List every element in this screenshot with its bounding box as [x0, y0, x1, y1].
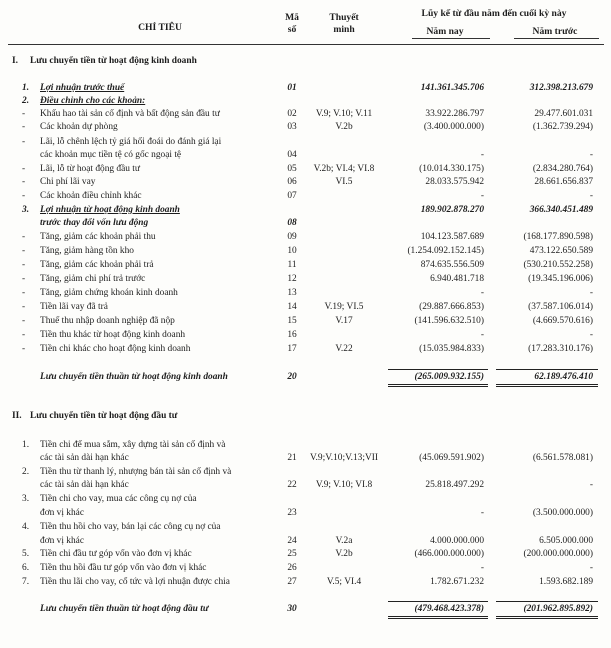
- row-label: các tài sản dài hạn khác: [40, 453, 129, 463]
- row-label: Tiền thu khác từ hoạt động kinh doanh: [40, 330, 186, 340]
- row-code: 01: [287, 83, 297, 93]
- header-luy-ke: Lũy kế từ đầu năm đến cuối kỳ này: [421, 8, 567, 19]
- row-code: 02: [287, 109, 297, 119]
- row-code: 25: [287, 549, 297, 559]
- row-label: Tăng, giảm chi phí trả trước: [40, 274, 146, 284]
- row-note: V.5; VI.4: [326, 577, 362, 587]
- row-current-year: (10.014.330.175): [419, 164, 484, 174]
- row-code: 27: [287, 577, 297, 587]
- row-current-year: 4.000.000.000: [430, 536, 484, 546]
- row-number: -: [22, 330, 26, 340]
- header-bottom-rule: [8, 44, 604, 45]
- row-label: Tăng, giảm chứng khoán kinh doanh: [40, 288, 178, 298]
- row-label: Tiền thu hồi cho vay, bán lại các công cụ nợ của: [40, 522, 221, 532]
- row-label: các tài sản dài hạn khác: [40, 480, 129, 490]
- row-number: -: [22, 302, 26, 312]
- row-number: I.: [12, 56, 18, 66]
- row-previous-year: -: [589, 288, 593, 298]
- row-current-year: (29.887.666.853): [419, 302, 484, 312]
- total-underline-current: [388, 601, 488, 619]
- row-label: Tiền chi để mua sắm, xây dựng tài sản cố định và: [40, 440, 226, 450]
- row-current-year: (1.254.092.152.145): [407, 246, 484, 256]
- row-code: 10: [287, 246, 297, 256]
- row-number: 7.: [22, 577, 30, 587]
- row-note: V.17: [335, 316, 353, 326]
- row-code: 05: [287, 164, 297, 174]
- row-previous-year: (2.834.280.764): [532, 164, 593, 174]
- row-number: 5.: [22, 549, 30, 559]
- row-code: 20: [287, 372, 297, 382]
- row-number: -: [22, 232, 26, 242]
- row-current-year: 6.940.481.718: [430, 274, 484, 284]
- row-previous-year: (19.345.196.006): [528, 274, 593, 284]
- header-thuyet-minh-line1: Thuyết: [329, 12, 359, 23]
- row-note: V.9; V.10; V.11: [315, 109, 373, 119]
- row-code: 07: [287, 191, 297, 201]
- row-label: Điều chỉnh cho các khoản:: [40, 96, 146, 106]
- row-number: -: [22, 164, 26, 174]
- row-previous-year: -: [589, 330, 593, 340]
- row-previous-year: (4.669.570.616): [532, 316, 593, 326]
- row-label: đơn vị khác: [40, 536, 85, 546]
- row-code: 26: [287, 563, 297, 573]
- header-rule-nam-truoc: [514, 38, 599, 39]
- row-previous-year: (17.283.310.176): [528, 344, 593, 354]
- row-current-year: 28.033.575.942: [425, 177, 484, 187]
- row-previous-year: 1.593.682.189: [539, 577, 593, 587]
- row-label: Tăng, giảm các khoản phải thu: [40, 232, 156, 242]
- row-number: -: [22, 122, 26, 132]
- row-number: 1.: [22, 83, 30, 93]
- row-number: 6.: [22, 563, 30, 573]
- total-underline-previous: [496, 369, 598, 387]
- row-label: Lưu chuyển tiền từ hoạt động kinh doanh: [30, 56, 197, 66]
- row-current-year: (479.468.423.378): [414, 604, 484, 614]
- row-note: V.2b; VI.4; VI.8: [313, 164, 375, 174]
- row-current-year: 25.818.497.292: [425, 480, 484, 490]
- row-number: 2.: [22, 96, 30, 106]
- row-label: Lãi, lỗ chênh lệch tỷ giá hối đoái do đánh giá lại: [40, 137, 222, 147]
- row-current-year: (466.000.000.000): [414, 549, 484, 559]
- row-code: 17: [287, 344, 297, 354]
- row-number: -: [22, 274, 26, 284]
- row-label: Chi phí lãi vay: [40, 177, 96, 187]
- row-code: 22: [287, 480, 297, 490]
- row-number: -: [22, 191, 26, 201]
- row-label: Lưu chuyển tiền thuần từ hoạt động đầu tư: [40, 604, 209, 614]
- row-previous-year: 62.189.476.410: [534, 372, 593, 382]
- row-label: Lưu chuyển tiền thuần từ hoạt động kinh doanh: [40, 372, 228, 382]
- row-previous-year: (37.587.106.014): [528, 302, 593, 312]
- row-label: Tiền chi đầu tư góp vốn vào đơn vị khác: [40, 549, 192, 559]
- row-previous-year: -: [589, 191, 593, 201]
- row-previous-year: (168.177.890.598): [523, 232, 593, 242]
- row-code: 30: [287, 604, 297, 614]
- total-underline-current: [388, 369, 488, 387]
- header-thuyet-minh: [312, 12, 376, 36]
- row-label: Khấu hao tài sản cố định và bất động sản đầu tư: [40, 109, 220, 119]
- header-ma-so: [277, 12, 307, 36]
- row-previous-year: 473.122.650.589: [529, 246, 593, 256]
- row-label: các khoản mục tiền tệ có gốc ngoại tệ: [40, 150, 182, 160]
- row-previous-year: -: [589, 563, 593, 573]
- row-label: Tăng, giảm hàng tồn kho: [40, 246, 134, 256]
- row-code: 11: [287, 260, 297, 270]
- header-nam-truoc: Năm trước: [532, 26, 578, 37]
- row-label: Các khoản dự phòng: [40, 122, 118, 132]
- total-underline-previous: [496, 601, 598, 619]
- row-label: Lợi nhuận từ hoạt động kinh doanh: [40, 205, 180, 215]
- row-code: 06: [287, 177, 297, 187]
- row-previous-year: 29.477.601.031: [534, 109, 593, 119]
- header-ma-so-line2: số: [287, 24, 297, 35]
- row-previous-year: -: [589, 480, 593, 490]
- header-nam-nay: Năm nay: [426, 26, 464, 37]
- row-label: Lợi nhuận trước thuế: [40, 83, 125, 93]
- row-current-year: 874.635.556.509: [420, 260, 484, 270]
- header-thuyet-minh-line2: minh: [333, 24, 355, 35]
- row-number: -: [22, 316, 26, 326]
- row-previous-year: (3.500.000.000): [532, 508, 593, 518]
- row-number: -: [22, 288, 26, 298]
- row-number: -: [22, 260, 26, 270]
- row-label: Tiền chi cho vay, mua các công cụ nợ của: [40, 494, 197, 504]
- row-previous-year: (530.210.552.258): [523, 260, 593, 270]
- row-current-year: (141.596.632.510): [414, 316, 484, 326]
- row-number: 3.: [22, 205, 30, 215]
- row-code: 24: [287, 536, 297, 546]
- row-code: 21: [287, 453, 297, 463]
- row-code: 23: [287, 508, 297, 518]
- row-note: V.22: [335, 344, 353, 354]
- row-label: Lãi, lỗ từ hoạt động đầu tư: [40, 164, 140, 174]
- row-label: Tiền thu lãi cho vay, cổ tức và lợi nhuận được chia: [40, 577, 230, 587]
- row-label: Tiền thu từ thanh lý, nhượng bán tài sản cố định và: [40, 467, 232, 477]
- row-previous-year: 312.398.213.679: [529, 83, 593, 93]
- row-label: Tiền thu hồi đầu tư góp vốn vào đơn vị khác: [40, 563, 207, 573]
- row-current-year: (45.069.591.902): [419, 453, 484, 463]
- row-current-year: (265.009.932.155): [414, 372, 484, 382]
- row-previous-year: (200.000.000.000): [523, 549, 593, 559]
- header-chi-tieu: CHỈ TIÊU: [138, 22, 182, 33]
- row-note: VI.5: [335, 177, 353, 187]
- row-number: -: [22, 246, 26, 256]
- row-previous-year: -: [589, 150, 593, 160]
- row-previous-year: 6.505.000.000: [539, 536, 593, 546]
- row-label: Tiền lãi vay đã trả: [40, 302, 108, 312]
- row-label: Tiền chi khác cho hoạt động kinh doanh: [40, 344, 191, 354]
- row-note: V.9;V.10;V.13;VII: [310, 453, 378, 463]
- row-code: 09: [287, 232, 297, 242]
- row-number: 4.: [22, 522, 30, 532]
- row-code: 08: [287, 218, 297, 228]
- row-current-year: -: [480, 288, 484, 298]
- row-number: -: [22, 137, 26, 147]
- row-current-year: 104.123.587.689: [420, 232, 484, 242]
- row-label: đơn vị khác: [40, 508, 85, 518]
- row-current-year: 141.361.345.706: [420, 83, 484, 93]
- row-code: 16: [287, 330, 297, 340]
- row-code: 04: [287, 150, 297, 160]
- row-current-year: -: [480, 330, 484, 340]
- row-code: 12: [287, 274, 297, 284]
- row-number: -: [22, 109, 26, 119]
- row-current-year: (3.400.000.000): [423, 122, 484, 132]
- row-label: Các khoản điều chỉnh khác: [40, 191, 142, 201]
- row-note: V.19; VI.5: [324, 302, 364, 312]
- row-number: 3.: [22, 494, 30, 504]
- row-code: 13: [287, 288, 297, 298]
- row-previous-year: (201.962.895.892): [523, 604, 593, 614]
- row-label: trước thay đổi vốn lưu động: [40, 218, 149, 228]
- row-current-year: -: [480, 563, 484, 573]
- row-current-year: -: [480, 150, 484, 160]
- row-label: Thuế thu nhập doanh nghiệp đã nộp: [40, 316, 175, 326]
- row-previous-year: (1.362.739.294): [532, 122, 593, 132]
- row-label: Lưu chuyển tiền từ hoạt động đầu tư: [30, 411, 178, 421]
- row-current-year: -: [480, 191, 484, 201]
- row-code: 15: [287, 316, 297, 326]
- row-current-year: 33.922.286.797: [425, 109, 484, 119]
- row-code: 03: [287, 122, 297, 132]
- row-label: Tăng, giảm các khoản phải trả: [40, 260, 154, 270]
- row-current-year: 189.902.878.270: [420, 205, 484, 215]
- header-ma-so-line1: Mã: [285, 12, 299, 23]
- row-note: V.2b: [335, 122, 353, 132]
- row-number: 2.: [22, 467, 30, 477]
- row-current-year: 1.782.671.232: [430, 577, 484, 587]
- row-previous-year: (6.561.578.081): [532, 453, 593, 463]
- row-note: V.2a: [335, 536, 353, 546]
- row-number: 1.: [22, 440, 30, 450]
- row-code: 14: [287, 302, 297, 312]
- row-number: -: [22, 344, 26, 354]
- header-rule-nam-nay: [412, 38, 490, 39]
- row-number: -: [22, 177, 26, 187]
- row-previous-year: 28.661.656.837: [534, 177, 593, 187]
- row-note: V.2b: [335, 549, 353, 559]
- row-previous-year: 366.340.451.489: [529, 205, 593, 215]
- row-current-year: (15.035.984.833): [419, 344, 484, 354]
- row-note: V.9; V.10; VI.8: [315, 480, 373, 490]
- row-current-year: -: [480, 508, 484, 518]
- row-number: II.: [12, 411, 22, 421]
